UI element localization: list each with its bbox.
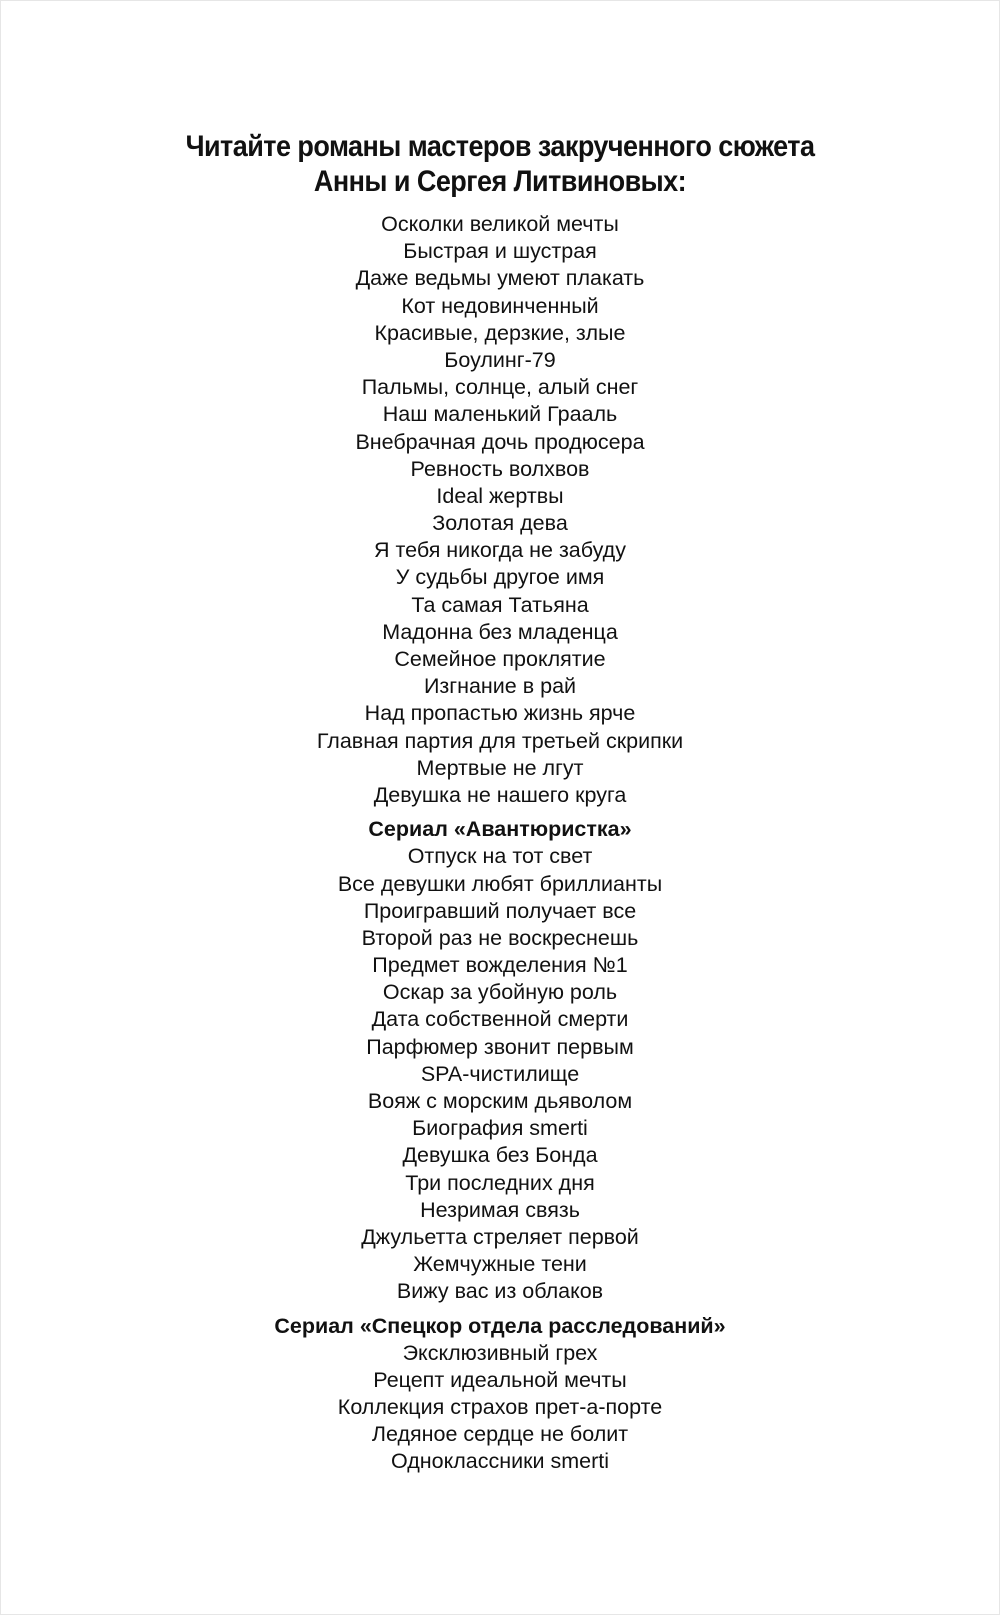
book-title: Мадонна без младенца	[382, 619, 618, 644]
book-title: Биография smerti	[412, 1116, 588, 1141]
book-title: Три последних дня	[405, 1170, 595, 1195]
standalone-titles-list	[1, 211, 999, 809]
book-title: Одноклассники smerti	[390, 1449, 610, 1474]
book-title: Боулинг-79	[444, 347, 556, 372]
book-title: Вижу вас из облаков	[396, 1279, 604, 1304]
book-title: Осколки великой мечты	[381, 212, 619, 236]
book-title: Рецепт идеальной мечты	[373, 1367, 627, 1392]
page-content	[1, 129, 999, 1476]
series-books-list	[1, 843, 999, 1305]
series-title: Сериал «Спецкор отдела расследований»	[274, 1313, 726, 1338]
book-title: Коллекция страхов прет-а-порте	[337, 1395, 663, 1420]
book-title: Проигравший получает все	[363, 898, 637, 923]
book-title: Вояж с морским дьяволом	[367, 1089, 633, 1113]
series-container	[1, 816, 999, 1476]
book-title: Предмет вожделения №1	[372, 953, 628, 978]
book-title: Даже ведьмы умеют плакать	[355, 266, 645, 291]
series-title: Сериал «Авантюристка»	[368, 817, 632, 842]
series-block	[1, 1313, 999, 1476]
book-title: Внебрачная дочь продюсера	[355, 429, 645, 454]
book-title: Второй раз не воскреснешь	[361, 925, 639, 950]
book-title: Ревность волхвов	[410, 456, 590, 481]
book-title: SPA-чистилище	[420, 1061, 580, 1086]
heading-line-2: Анны и Сергея Литвиновых:	[313, 165, 687, 198]
book-title: Парфюмер звонит первым	[366, 1034, 634, 1059]
book-title: Золотая дева	[432, 511, 568, 536]
book-title: Оскар за убойную роль	[382, 980, 618, 1005]
book-title: Дата собственной смерти	[371, 1007, 629, 1032]
book-title: Эксклюзивный грех	[402, 1340, 598, 1365]
book-title: Главная партия для третьей скрипки	[316, 728, 684, 753]
book-title: Ideal жертвы	[436, 483, 564, 508]
heading-line-1: Читайте романы мастеров закрученного сюжета	[185, 130, 815, 163]
series-books-list	[1, 1340, 999, 1476]
book-title: Жемчужные тени	[413, 1252, 587, 1277]
series-block	[1, 816, 999, 1305]
book-title: Та самая Татьяна	[411, 592, 589, 617]
book-title: Мертвые не лгут	[416, 755, 584, 780]
book-title: Изгнание в рай	[423, 674, 577, 699]
book-title: Джульетта стреляет первой	[361, 1224, 639, 1249]
book-title: Незримая связь	[420, 1197, 580, 1222]
book-title: Ледяное сердце не болит	[371, 1422, 629, 1447]
book-title: Все девушки любят бриллианты	[337, 871, 663, 896]
book-title: Отпуск на тот свет	[407, 844, 593, 869]
book-title: Кот недовинченный	[401, 293, 599, 318]
page-heading	[51, 129, 949, 199]
book-title: Я тебя никогда не забуду	[374, 538, 626, 563]
book-title: Девушка без Бонда	[402, 1143, 598, 1168]
book-title: Над пропастью жизнь ярче	[364, 701, 636, 726]
book-title: Быстрая и шустрая	[403, 239, 597, 264]
book-title: Пальмы, солнце, алый снег	[361, 375, 639, 400]
book-title: Девушка не нашего круга	[373, 782, 627, 807]
book-title: Семейное проклятие	[394, 647, 606, 671]
book-title: У судьбы другое имя	[395, 565, 605, 590]
book-title: Красивые, дерзкие, злые	[374, 320, 626, 345]
book-title: Наш маленький Грааль	[382, 402, 618, 427]
